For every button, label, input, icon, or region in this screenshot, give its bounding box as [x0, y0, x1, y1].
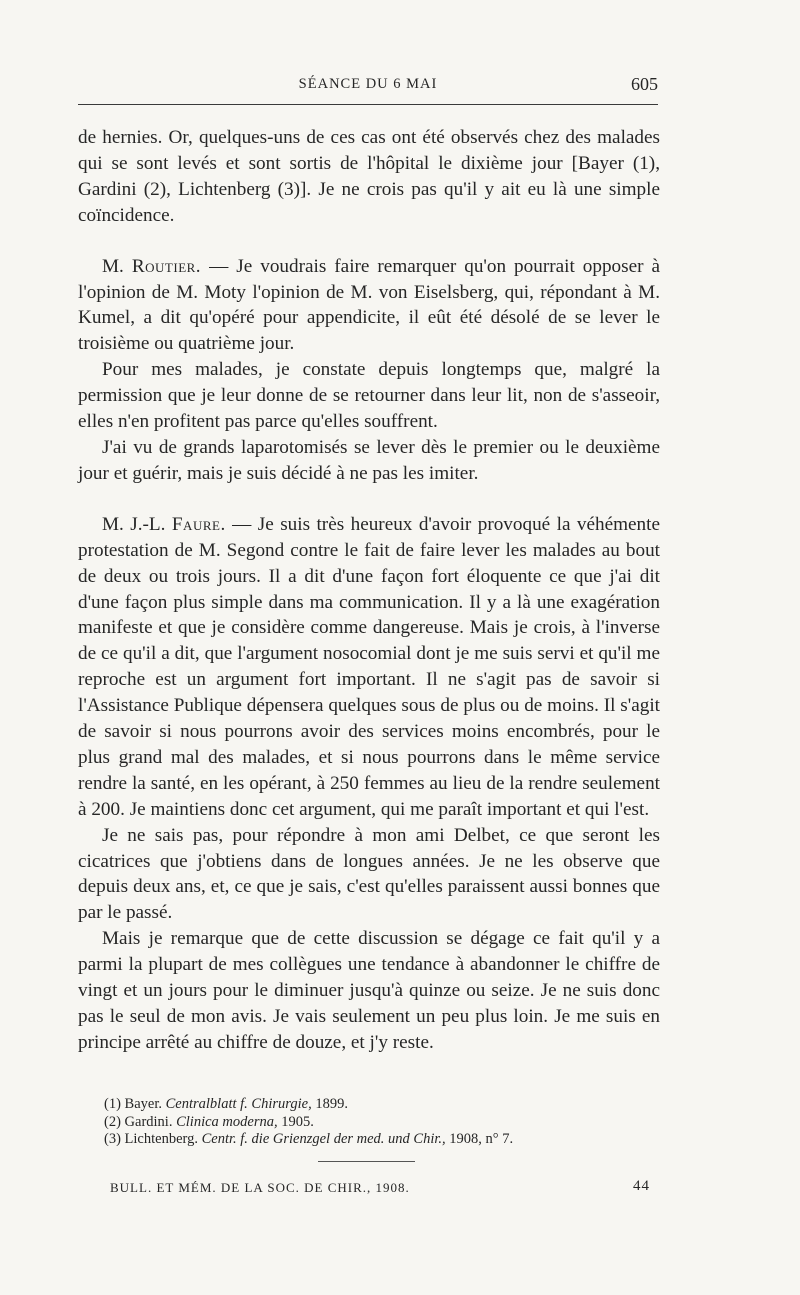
- paragraph: Pour mes malades, je constate depuis longtemps que, malgré la permission que je leur donne de se retourner dans leur lit, non de s'asseoir, elles n'en profitent pas parce qu'elles souffrent.: [78, 359, 660, 433]
- running-title: SÉANCE DU 6 MAI: [298, 76, 438, 92]
- speaker-name: M. J.-L. Faure.: [102, 513, 226, 535]
- footnote: (3) Lichtenberg. Centr. f. die Grienzgel der med. und Chir., 1908, n° 7.: [104, 1131, 514, 1147]
- footnote: (2) Gardini. Clinica moderna, 1905.: [104, 1113, 314, 1130]
- paragraph: Je ne sais pas, pour répondre à mon ami Delbet, ce que seront les cicatrices que j'obtiens dans de longues années. Je ne les observe que depuis deux ans, et, ce que je sais, c'est qu'elles paraissent aussi bonnes que par le passé.: [78, 824, 660, 924]
- footer-rule: [318, 1161, 415, 1162]
- body-text: [78, 125, 660, 1056]
- paragraph: Mais je remarque que de cette discussion se dégage ce fait qu'il y a parmi la plupart de mes collègues une tendance à abandonner le chiffre de vingt et un jours pour le diminuer jusqu'à quinze ou seize. Je ne suis donc pas le seul de mon avis. Je vais seulement un peu plus loin. Je me suis en principe arrêté au chiffre de douze, et j'y reste.: [78, 928, 660, 1053]
- paragraph-faure: M. J.-L. Faure. — Je suis très heureux d'avoir provoqué la véhémente protestation de M. Segond contre le fait de faire lever les malades au bout de deux ou trois jours. Il a dit d'une façon fort éloquente ce que j'ai dit d'une façon plus simple dans ma communication. Il y a là une exagération manifeste et que je considère comme dangereuse. Mais je crois, à l'inverse de ce qu'il a dit, que l'argument nosocomial dont je me suis servi et qu'il me reproche est un argument fort important. Il ne s'agit pas de savoir si l'Assistance Publique dépensera quelques sous de plus ou de moins. Il s'agit de savoir si nous pourrons avoir des services moins encombrés, pour le plus grand mal des malades, et si nous pourrons dans le même service rendre la santé, en les opérant, à 250 femmes au lieu de la rendre seulement à 200. Je maintiens donc cet argument, qui me paraît important et qui l'est.: [78, 513, 660, 820]
- footnote: (1) Bayer. Centralblatt f. Chirurgie, 1899.: [104, 1096, 348, 1112]
- page-header: [78, 76, 658, 98]
- journal-title: BULL. ET MÉM. DE LA SOC. DE CHIR., 1908.: [110, 1180, 410, 1195]
- paragraph-routier: M. Routier. — Je voudrais faire remarquer qu'on pourrait opposer à l'opinion de M. Moty l'opinion de M. von Eiselsberg, qui, répondant à M. Kumel, a dit qu'opéré pour appendicite, il eût été désolé de se lever le troisième ou quatrième jour.: [78, 255, 660, 355]
- signature-mark: 44: [633, 1178, 650, 1194]
- paragraph: J'ai vu de grands laparotomisés se lever dès le premier ou le deuxième jour et guérir, mais je suis décidé à ne pas les imiter.: [78, 436, 660, 484]
- header-rule: [78, 104, 658, 105]
- paragraph: de hernies. Or, quelques-uns de ces cas ont été observés chez des malades qui se sont levés et sont sortis de l'hôpital le dixième jour [Bayer (1), Gardini (2), Lichtenberg (3)]. Je ne crois pas qu'il y ait eu là une simple coïncidence.: [78, 127, 660, 226]
- footnotes: [104, 1096, 664, 1149]
- speaker-name: M. Routier.: [102, 255, 202, 277]
- page-footer: [110, 1180, 650, 1198]
- page-number: 605: [631, 74, 658, 94]
